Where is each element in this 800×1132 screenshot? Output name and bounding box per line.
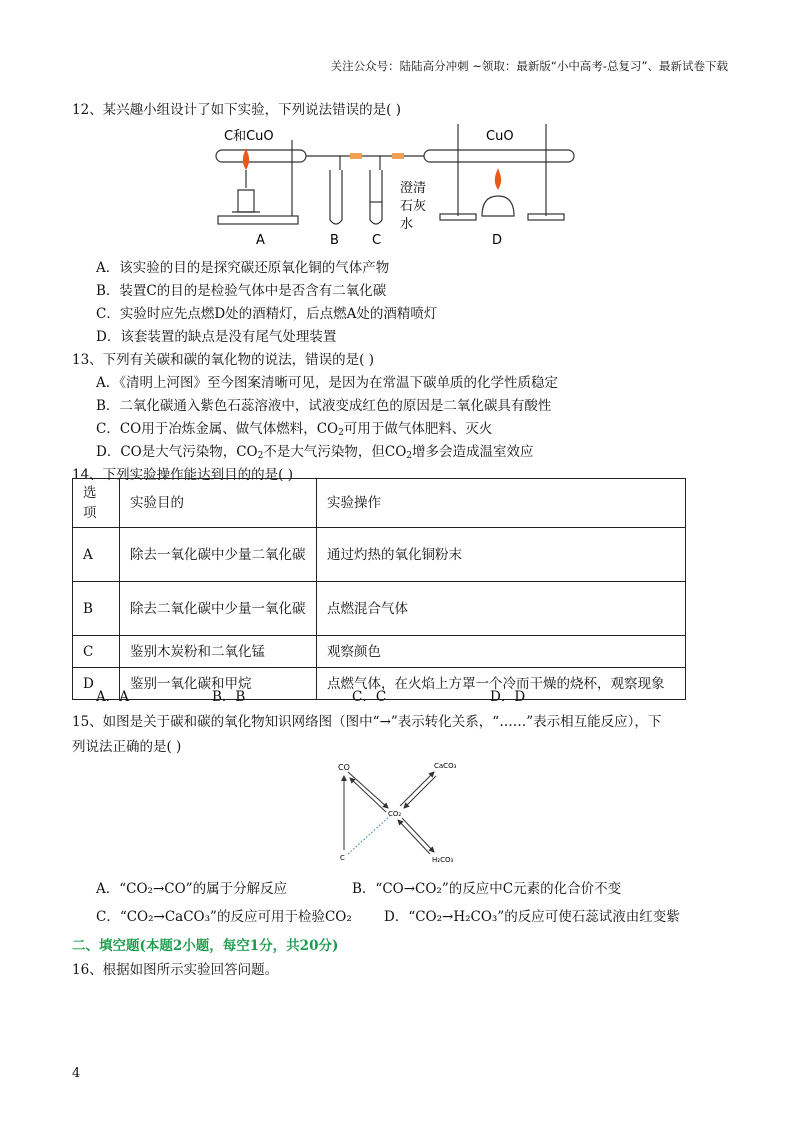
table-row: B 除去二氧化碳中少量一氧化碳 点燃混合气体 <box>73 582 686 636</box>
q12-stem: 12、某兴趣小组设计了如下实验，下列说法错误的是( ) <box>72 102 402 118</box>
flame-a <box>243 148 249 170</box>
label-c: C <box>372 233 382 248</box>
arrow-co2-h2co3 <box>402 818 434 852</box>
node-caco3: CaCO₃ <box>434 762 457 770</box>
q12-option-c: C．实验时应先点燃D处的酒精灯，后点燃A处的酒精喷灯 <box>96 306 438 322</box>
node-h2co3: H₂CO₃ <box>432 856 454 864</box>
q14-table <box>72 478 686 700</box>
q15-option-b: B．“CO→CO₂”的反应中C元素的化合价不变 <box>352 881 622 897</box>
q16-stem: 16、根据如图所示实验回答问题。 <box>72 962 279 978</box>
q15-option-d: D．“CO₂→H₂CO₃”的反应可使石蕊试液由红变紫 <box>384 909 680 925</box>
page-header: 关注公众号：陆陆高分冲刺 ~领取：最新版“小中高考-总复习”、最新试卷下载 <box>330 59 728 73</box>
q14-choice-c: C．C <box>352 689 387 705</box>
label-b: B <box>330 233 339 248</box>
label-c-cuo: C和CuO <box>224 129 274 144</box>
q13-option-d: D．CO是大气污染物，$CO_2$不是大气污染物，但$CO_2$增多会造成温室效应 <box>96 444 534 461</box>
connecting-tubes <box>306 156 424 170</box>
label-a: A <box>256 233 265 248</box>
node-c: C <box>340 854 345 862</box>
q12-option-b: B．装置C的目的是检验气体中是否含有二氧化碳 <box>96 283 387 299</box>
label-limewater-1: 澄清 <box>400 181 427 196</box>
table-header-row: 选项 实验目的 实验操作 <box>73 479 686 528</box>
q15-stem-line2: 列说法正确的是( ) <box>72 739 182 755</box>
q14-choice-a: A．A <box>96 689 129 705</box>
q14-choice-d: D．D <box>490 689 526 705</box>
arrow-co2-caco3 <box>400 772 434 806</box>
label-d: D <box>492 233 503 248</box>
q12-apparatus-figure <box>210 120 590 248</box>
arrow-co2-co <box>350 778 386 812</box>
label-limewater-3: 水 <box>400 217 414 232</box>
table-row: C 鉴别木炭粉和二氧化锰 观察颜色 <box>73 636 686 668</box>
page-number: 4 <box>72 1066 81 1081</box>
q15-stem-line1: 15、如图是关于碳和碳的氧化物知识网络图（图中“→”表示转化关系，“……”表示相互能反应），下 <box>72 714 662 730</box>
table-row: A 除去一氧化碳中少量二氧化碳 通过灼热的氧化铜粉末 <box>73 528 686 582</box>
arrow-caco3-co2 <box>404 776 436 808</box>
q13-option-b: B．二氧化碳通入紫色石蕊溶液中，试液变成红色的原因是二氧化碳具有酸性 <box>96 398 552 414</box>
q12-option-d: D．该套装置的缺点是没有尾气处理装置 <box>96 329 337 345</box>
node-co: CO <box>338 763 350 772</box>
dotted-c-co2 <box>348 816 390 854</box>
arrow-h2co3-co2 <box>398 820 430 854</box>
q13-option-c: C．CO用于冶炼金属、做气体燃料，$CO_2$可用于做气体肥料、灭火 <box>96 421 493 438</box>
q14-stem: 14、下列实验操作能达到目的的是( ) <box>72 467 294 483</box>
q15-network-diagram <box>330 756 480 866</box>
q13-option-a: A．《清明上河图》至今图案清晰可见，是因为在常温下碳单质的化学性质稳定 <box>96 375 558 391</box>
table-row: D 鉴别一氧化碳和甲烷 点燃气体，在火焰上方罩一个冷而干燥的烧杯，观察现象 <box>73 668 686 700</box>
arrow-co-co2 <box>348 772 388 808</box>
q12-option-a: A．该实验的目的是探究碳还原氧化铜的气体产物 <box>96 260 390 276</box>
q15-option-c: C．“CO₂→CaCO₃”的反应可用于检验CO₂ <box>96 909 352 925</box>
q13-stem: 13、下列有关碳和碳的氧化物的说法，错误的是( ) <box>72 352 375 368</box>
label-limewater-2: 石灰 <box>400 199 427 214</box>
q15-option-a: A．“CO₂→CO”的属于分解反应 <box>96 881 288 897</box>
label-cuo: CuO <box>486 129 514 144</box>
section-title: 二、填空题(本题2小题，每空1分，共20分) <box>72 938 339 954</box>
apparatus-a <box>216 140 306 224</box>
q14-choice-b: B．B <box>212 689 246 705</box>
node-co2: CO₂ <box>388 810 402 818</box>
test-tubes <box>330 170 382 224</box>
